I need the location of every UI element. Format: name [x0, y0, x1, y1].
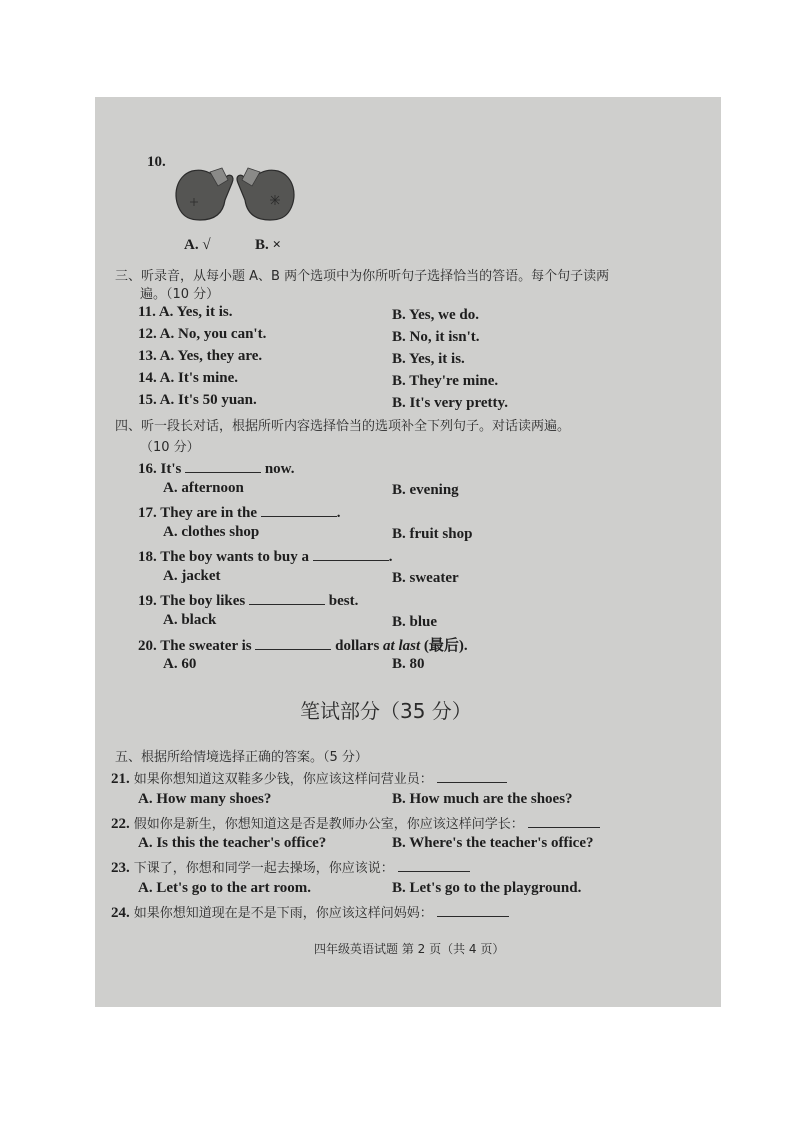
section3-header: 三、听录音，从每小题 A、B 两个选项中为你所听句子选择恰当的答语。每个句子读两: [115, 269, 610, 284]
page-footer: 四年级英语试题 第 2 页（共 4 页）: [314, 942, 505, 956]
q18-option-b: B. sweater: [392, 570, 459, 586]
q17-option-b: B. fruit shop: [392, 526, 473, 542]
q19-option-a: A. black: [163, 612, 217, 628]
q10-option-a: A. √: [184, 237, 211, 253]
section4-header-cont: （10 分）: [140, 440, 200, 455]
q18-stem: 18. The boy wants to buy a .: [138, 546, 393, 566]
mittens-icon: [170, 160, 300, 226]
q16-stem: 16. It's now.: [138, 458, 294, 478]
q23-option-a: A. Let's go to the art room.: [138, 880, 312, 896]
q11-option-b: B. Yes, we do.: [392, 307, 479, 323]
q12-option-b: B. No, it isn't.: [392, 329, 480, 345]
q18-blank: [313, 546, 389, 561]
section5-header: 五、根据所给情境选择正确的答案。（5 分）: [115, 750, 368, 765]
q22-option-b: B. Where's the teacher's office?: [392, 835, 594, 851]
q16-option-b: B. evening: [392, 482, 459, 498]
q23-option-b: B. Let's go to the playground.: [392, 880, 582, 896]
q12-option-a: 12. A. No, you can't.: [138, 326, 267, 342]
q15-option-a: 15. A. It's 50 yuan.: [138, 392, 257, 408]
q19-blank: [249, 590, 325, 605]
q20-option-b: B. 80: [392, 656, 425, 672]
q23-blank: [398, 857, 470, 872]
q17-option-a: A. clothes shop: [163, 524, 260, 540]
q20-blank: [255, 635, 331, 650]
q24-stem: 24. 如果你想知道现在是不是下雨，你应该这样问妈妈：: [111, 902, 509, 922]
q10-number: 10.: [147, 154, 166, 170]
q19-option-b: B. blue: [392, 614, 438, 630]
q11-option-a: 11. A. Yes, it is.: [138, 304, 233, 320]
section4-header: 四、听一段长对话，根据所听内容选择恰当的选项补全下列句子。对话读两遍。: [115, 419, 571, 434]
section3-header-cont: 遍。（10 分）: [140, 287, 220, 302]
q16-blank: [185, 458, 261, 473]
q21-blank: [437, 768, 507, 783]
q22-option-a: A. Is this the teacher's office?: [138, 835, 327, 851]
q13-option-a: 13. A. Yes, they are.: [138, 348, 263, 364]
q10-option-b: B. ×: [255, 237, 282, 253]
q17-blank: [261, 502, 337, 517]
q21-option-a: A. How many shoes?: [138, 791, 272, 807]
q17-stem: 17. They are in the .: [138, 502, 341, 522]
q20-stem: 20. The sweater is dollars at last (最后).: [138, 634, 468, 655]
q15-option-b: B. It's very pretty.: [392, 395, 508, 411]
exam-page: [95, 97, 721, 1007]
q18-option-a: A. jacket: [163, 568, 221, 584]
q19-stem: 19. The boy likes best.: [138, 590, 358, 610]
q14-option-a: 14. A. It's mine.: [138, 370, 239, 386]
q21-stem: 21. 如果你想知道这双鞋多少钱，你应该这样问营业员：: [111, 768, 507, 788]
written-section-title: 笔试部分（35 分）: [300, 699, 472, 723]
q20-option-a: A. 60: [163, 656, 197, 672]
q13-option-b: B. Yes, it is.: [392, 351, 465, 367]
q16-option-a: A. afternoon: [163, 480, 244, 496]
q21-option-b: B. How much are the shoes?: [392, 791, 573, 807]
q24-blank: [437, 902, 509, 917]
q23-stem: 23. 下课了，你想和同学一起去操场，你应该说：: [111, 857, 470, 877]
q22-blank: [528, 813, 600, 828]
q14-option-b: B. They're mine.: [392, 373, 499, 389]
q22-stem: 22. 假如你是新生，你想知道这是否是教师办公室，你应该这样问学长：: [111, 813, 600, 833]
